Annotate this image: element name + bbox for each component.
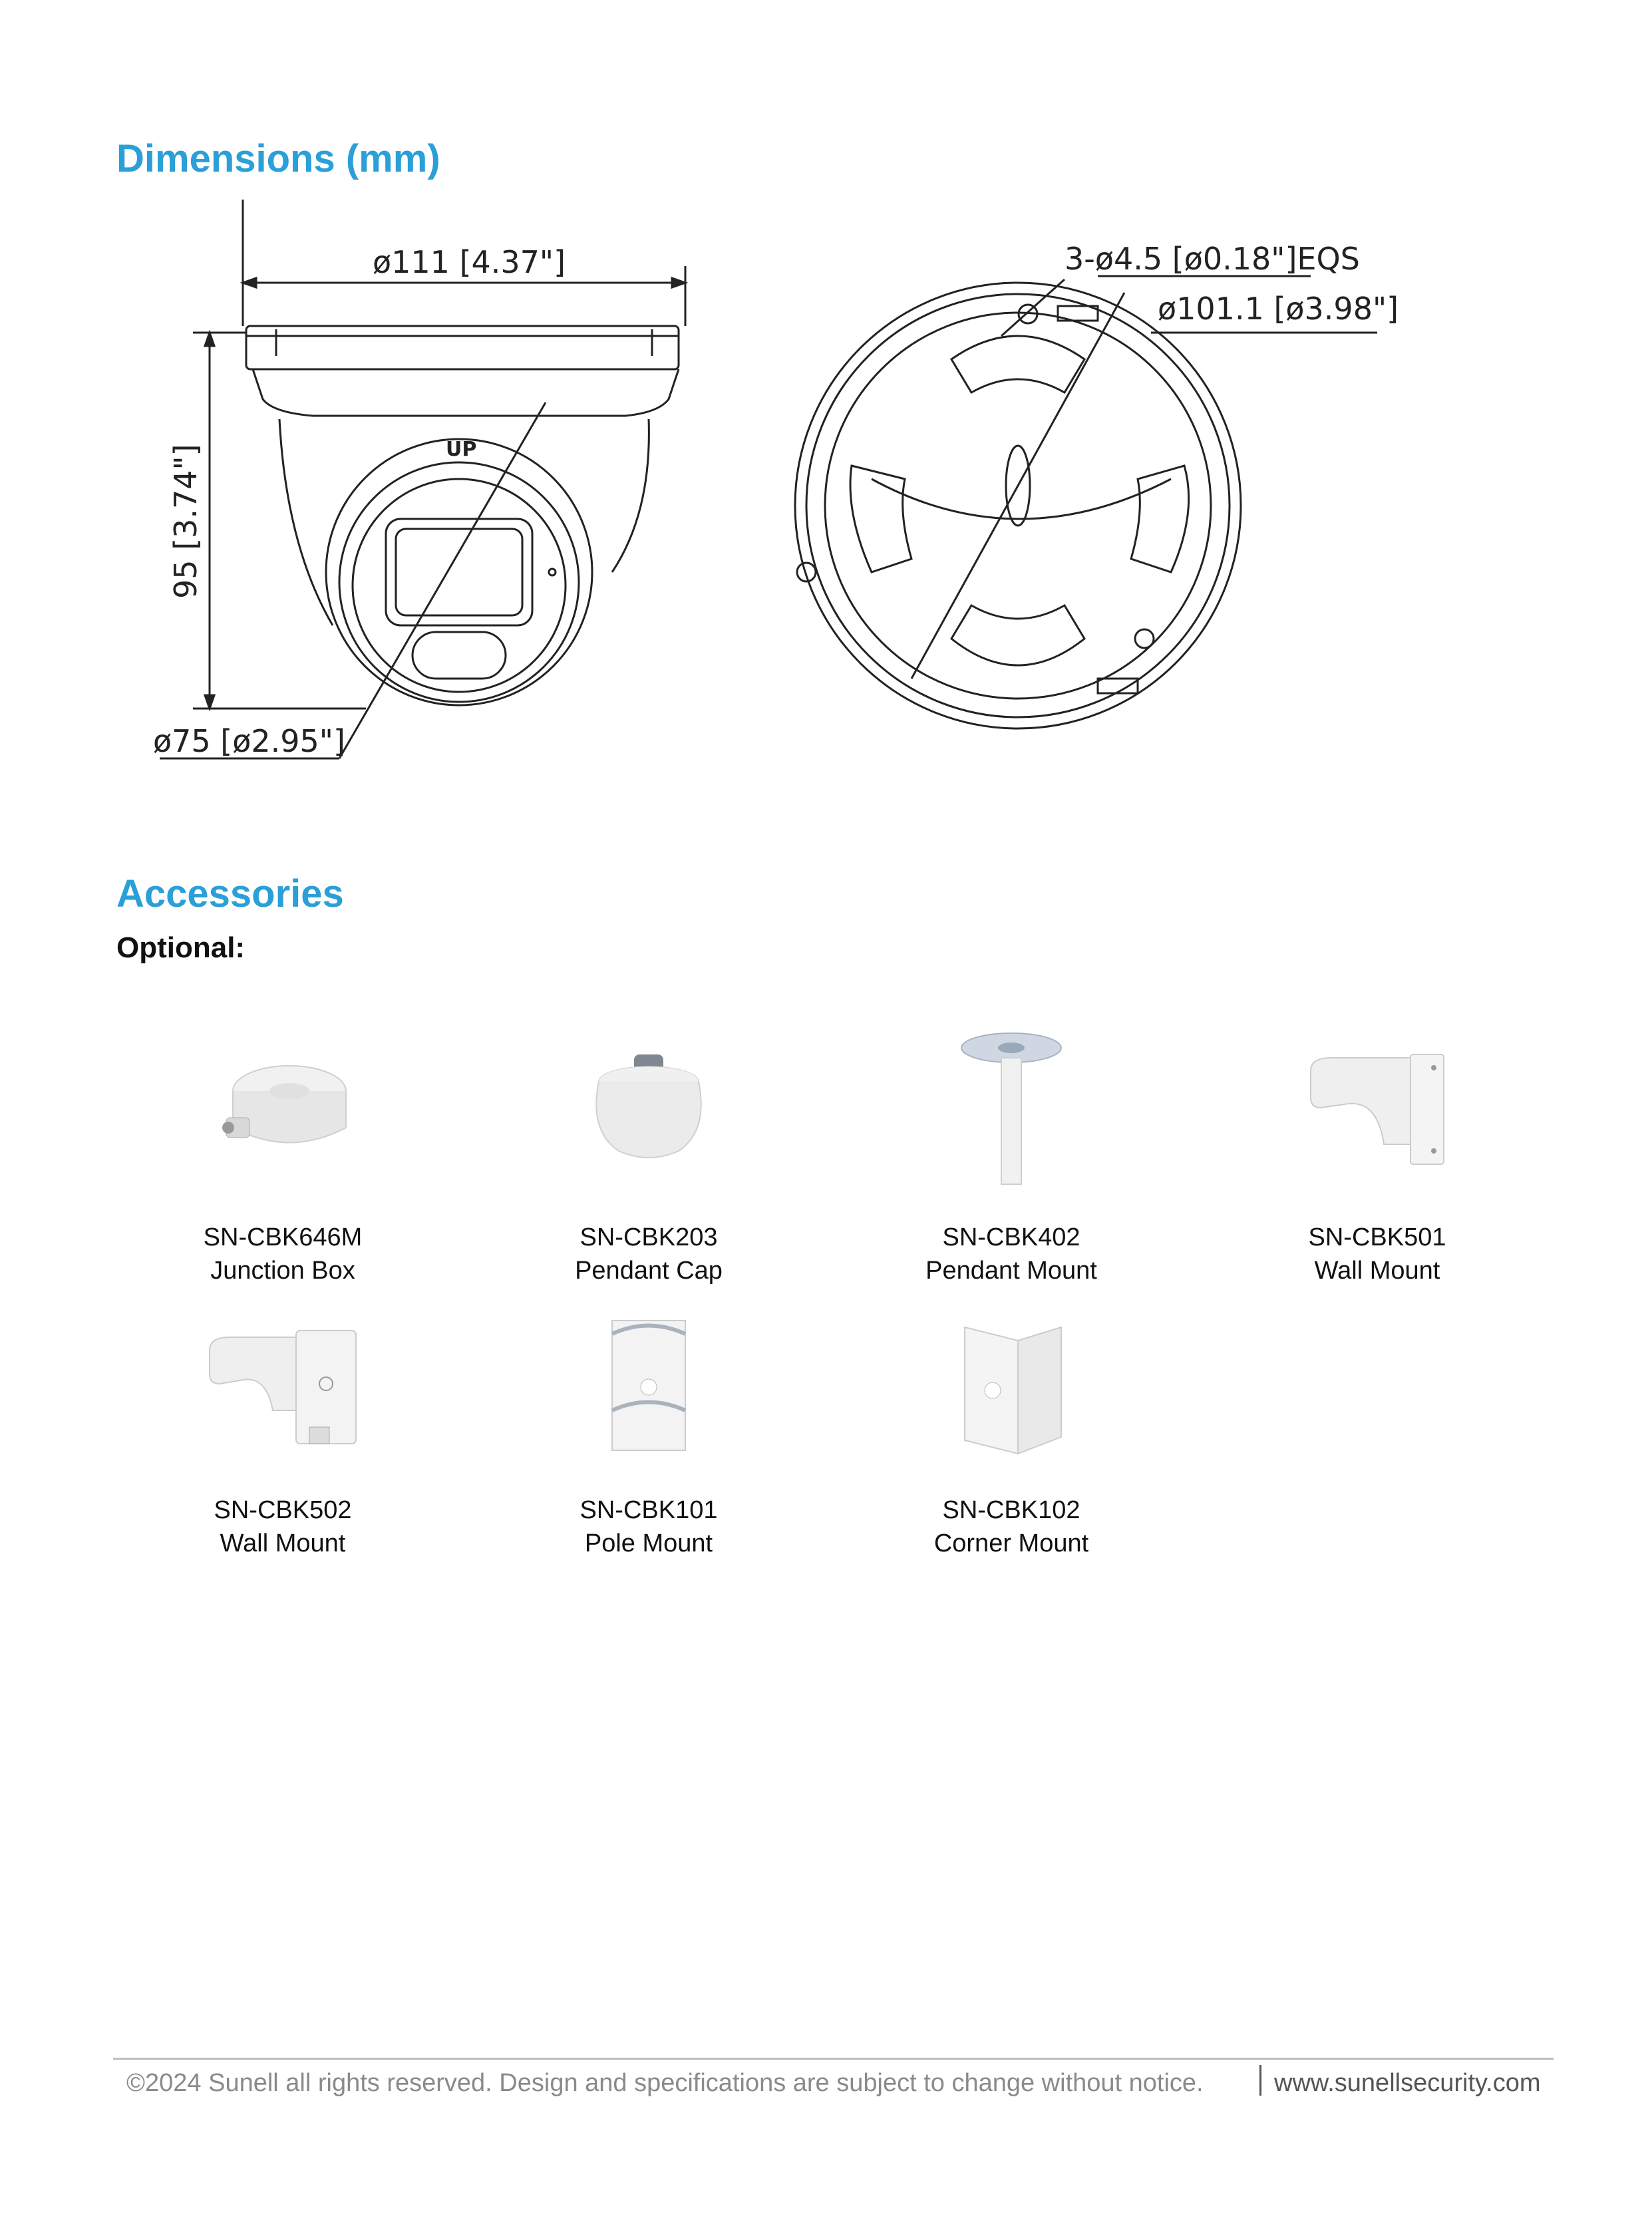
accessory-name: Wall Mount <box>1314 1257 1440 1285</box>
accessory-corner-mount <box>872 1301 1151 1560</box>
accessory-name: Pole Mount <box>584 1529 713 1557</box>
accessories-subtitle: Optional: <box>116 931 246 964</box>
accessory-wall-mount-502 <box>143 1301 422 1560</box>
accessory-name: Wall Mount <box>220 1529 346 1557</box>
accessory-code: SN-CBK646M <box>203 1223 363 1251</box>
accessory-code: SN-CBK102 <box>942 1496 1080 1524</box>
accessory-name: Junction Box <box>210 1257 355 1285</box>
corner-mount-image <box>872 1301 1151 1467</box>
accessory-pendant-cap <box>509 1028 788 1287</box>
pole-mount-image <box>509 1301 788 1467</box>
accessory-code: SN-CBK501 <box>1308 1223 1446 1251</box>
footer-copyright: ©2024 Sunell all rights reserved. Design and specifications are subject to change without notice. <box>126 2069 1204 2097</box>
footer-website-link[interactable]: www.sunellsecurity.com <box>1274 2069 1541 2097</box>
base-diameter-label: ø101.1 [ø3.98"] <box>1158 291 1399 327</box>
height-label: 95 [3.74"] <box>168 444 204 599</box>
pendant-cap-image <box>509 1028 788 1194</box>
camera-base-view-drawing <box>752 200 1417 798</box>
footer-separator <box>1259 2065 1261 2096</box>
pendant-mount-image <box>872 1028 1151 1194</box>
footer-divider <box>113 2058 1554 2060</box>
holes-label: 3-ø4.5 [ø0.18"]EQS <box>1065 241 1360 277</box>
accessory-pendant-mount <box>872 1028 1151 1287</box>
accessories-title: Accessories <box>116 872 344 915</box>
wall-mount-501-image <box>1238 1028 1517 1194</box>
junction-box-image <box>143 1028 422 1194</box>
accessory-code: SN-CBK502 <box>214 1496 352 1524</box>
accessory-name: Pendant Cap <box>575 1257 723 1285</box>
bottom-diameter-label: ø75 [ø2.95"] <box>153 723 345 759</box>
accessory-code: SN-CBK203 <box>579 1223 718 1251</box>
top-width-label: ø111 [4.37"] <box>373 244 566 280</box>
camera-side-view-drawing <box>146 200 745 785</box>
accessory-pole-mount <box>509 1301 788 1560</box>
accessory-code: SN-CBK101 <box>579 1496 718 1524</box>
accessory-junction-box <box>143 1028 422 1287</box>
accessory-wall-mount-501 <box>1238 1028 1517 1287</box>
wall-mount-502-image <box>143 1301 422 1467</box>
dimensions-title: Dimensions (mm) <box>116 137 440 180</box>
accessory-name: Pendant Mount <box>925 1257 1097 1285</box>
accessory-name: Corner Mount <box>933 1529 1089 1557</box>
accessory-code: SN-CBK402 <box>942 1223 1080 1251</box>
up-mark: UP <box>446 438 477 461</box>
